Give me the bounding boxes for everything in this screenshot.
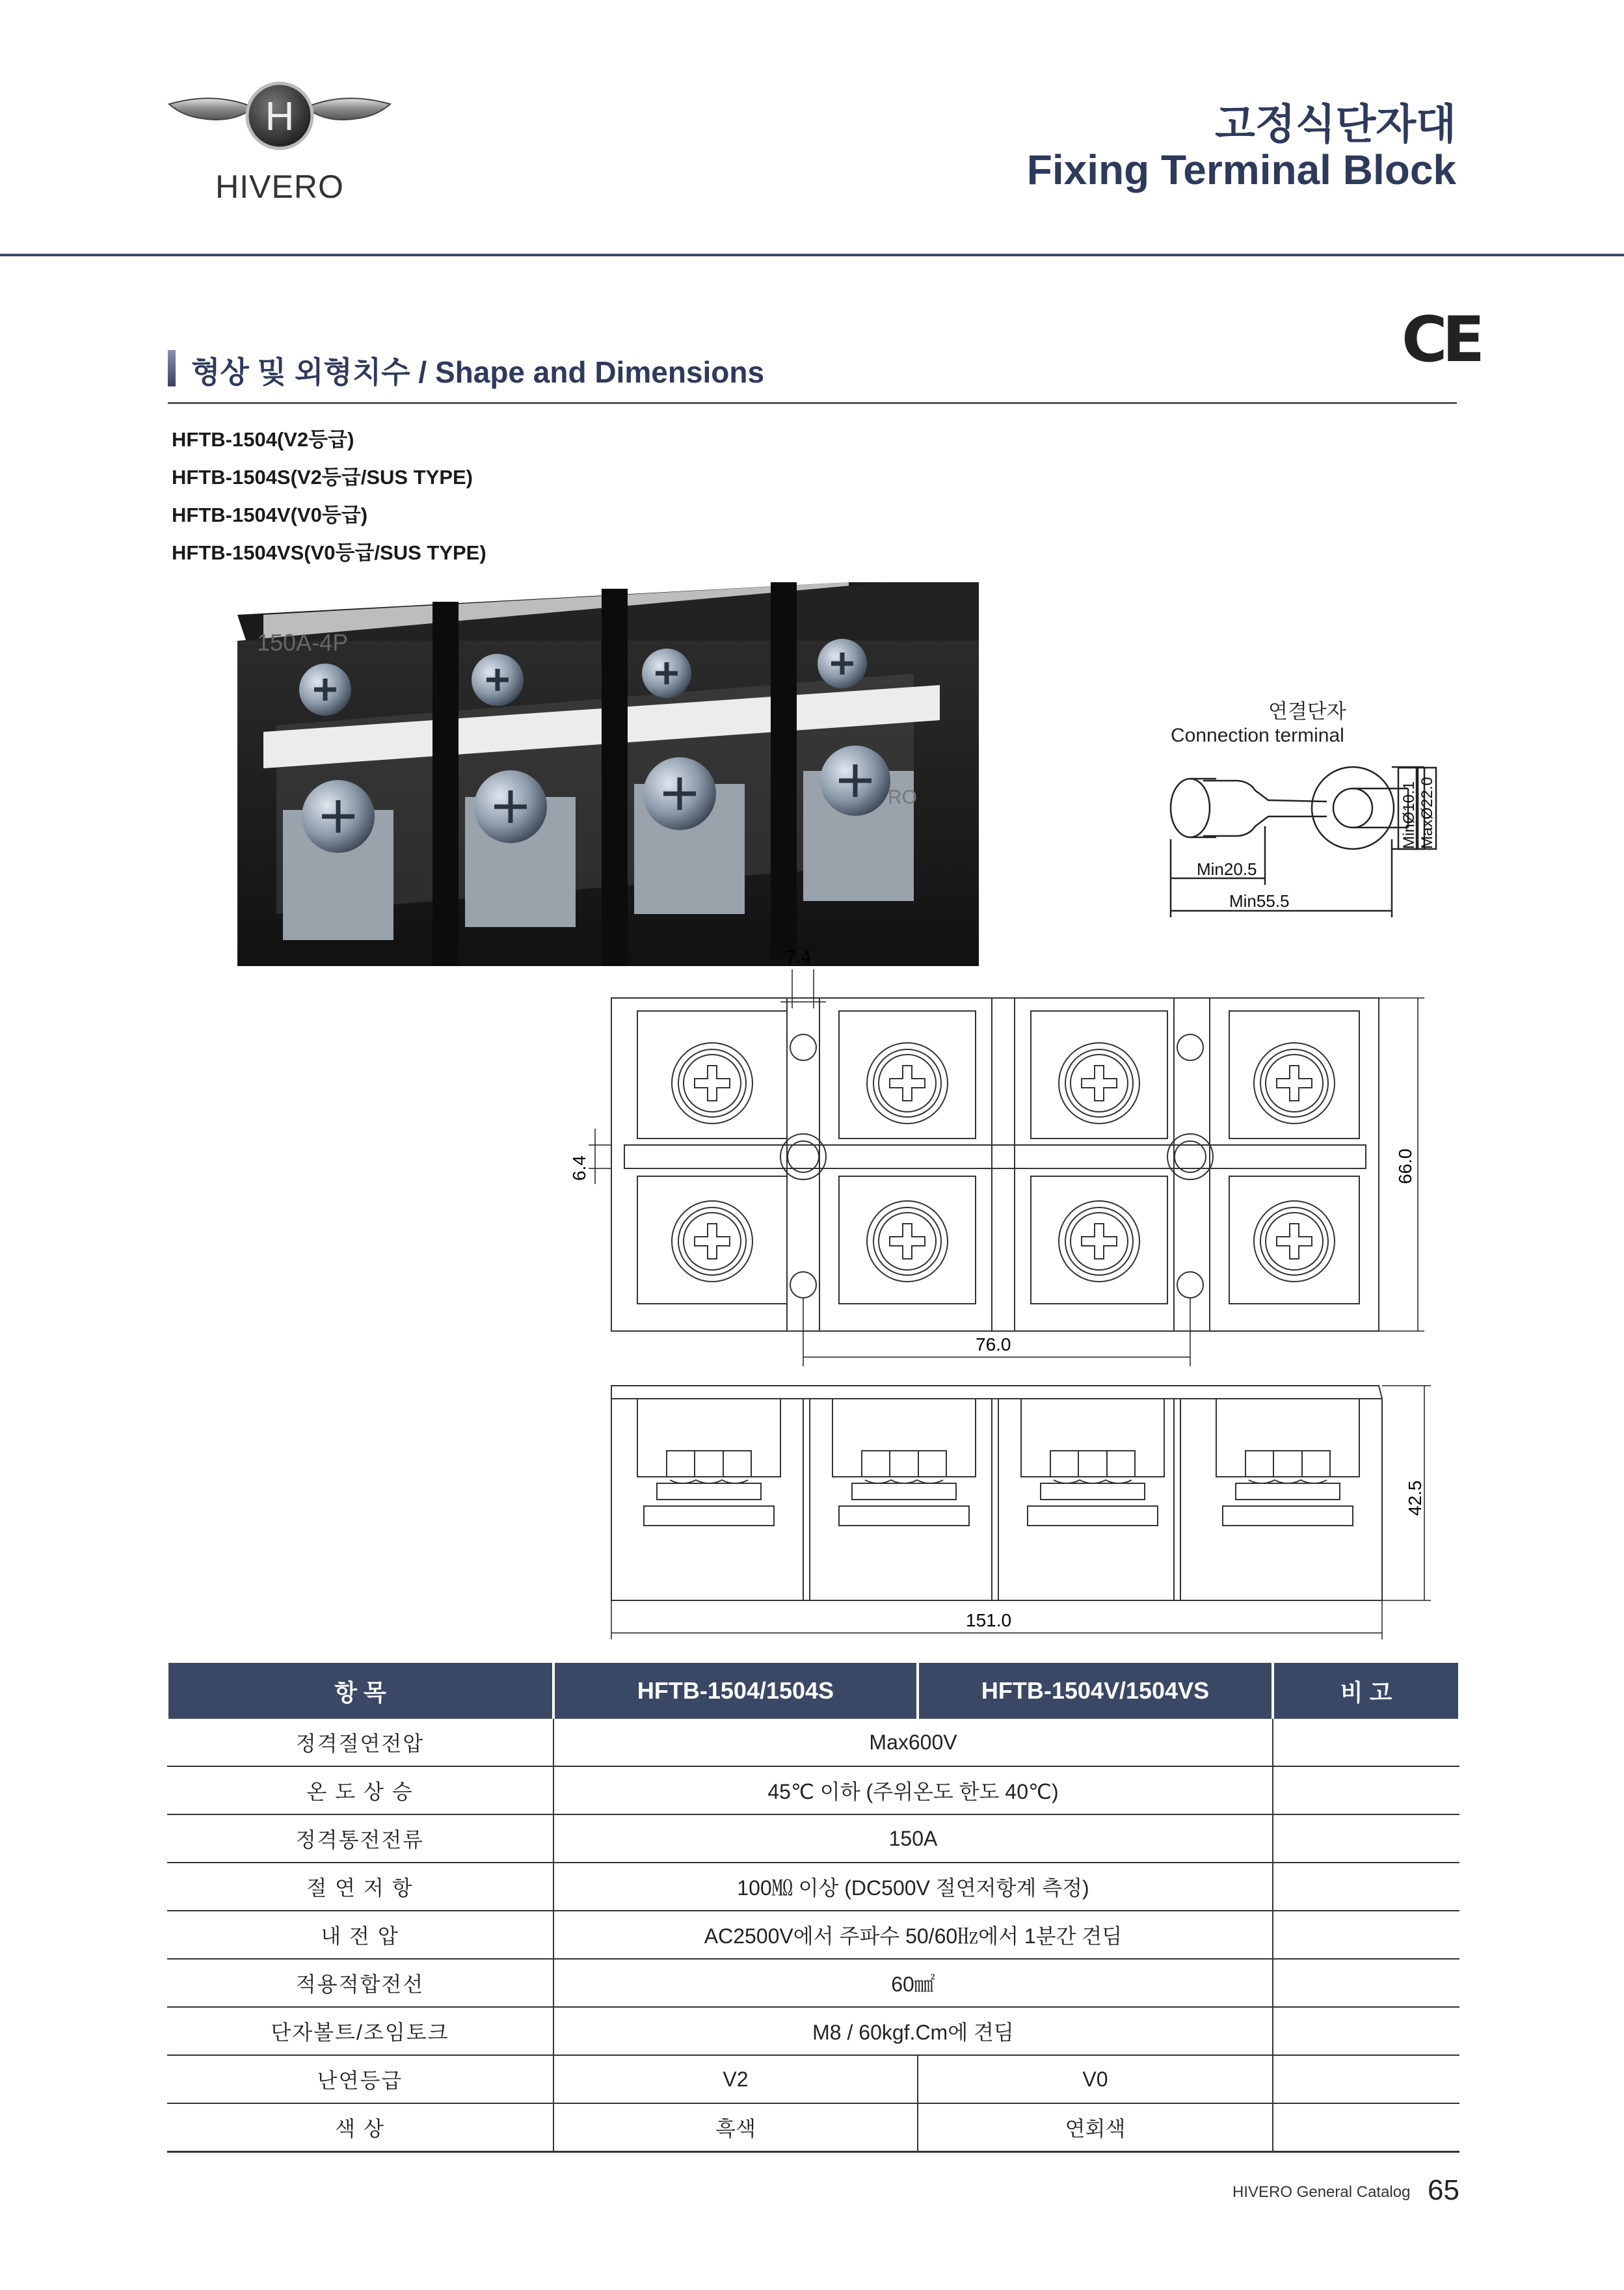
row-value-b: V0 <box>918 2055 1273 2103</box>
table-row <box>167 1814 1459 1863</box>
row-note <box>1273 1911 1459 1959</box>
row-note <box>1273 2103 1459 2152</box>
dim-total-length: Min55.5 <box>1229 891 1290 911</box>
page-number: 65 <box>1428 2174 1459 2206</box>
row-item: 절 연 저 항 <box>167 1863 553 1911</box>
section-title: 형상 및 외형치수 / Shape and Dimensions <box>191 355 765 389</box>
table-header-row <box>167 1663 1459 1719</box>
block-marking: 150A-4P <box>257 629 349 656</box>
row-value: 45℃ 이하 (주위온도 한도 40℃) <box>553 1766 1273 1814</box>
dim-length: 151.0 <box>966 1610 1012 1630</box>
header-model-v2: HFTB-1504/1504S <box>553 1663 918 1719</box>
row-note <box>1273 1959 1459 2007</box>
dim-pitch: 76.0 <box>976 1334 1011 1354</box>
footer-catalog-name: HIVERO General Catalog <box>1232 2183 1411 2201</box>
table-row <box>167 1719 1459 1766</box>
header-item: 항 목 <box>167 1663 553 1719</box>
block-marking-right: RO <box>888 787 917 808</box>
row-value-a: 흑색 <box>553 2103 918 2152</box>
product-photo <box>237 576 979 973</box>
brand-name: HIVERO <box>215 168 344 205</box>
row-item: 적용적합전선 <box>167 1959 553 2007</box>
ce-certification-mark: CE <box>1402 303 1480 376</box>
row-item: 단자볼트/조임토크 <box>167 2007 553 2055</box>
row-value: 150A <box>553 1814 1273 1863</box>
model-line: HFTB-1504V(V0등급) <box>172 504 368 526</box>
header-model-v0: HFTB-1504V/1504VS <box>918 1663 1273 1719</box>
row-item: 정격절연전압 <box>167 1719 553 1766</box>
spec-table <box>166 1663 1461 2153</box>
table-row <box>167 2007 1459 2055</box>
row-value: AC2500V에서 주파수 50/60㎐에서 1분간 견딤 <box>553 1911 1273 1959</box>
dim-min-length: Min20.5 <box>1197 859 1257 879</box>
dim-side-height: 42.5 <box>1405 1480 1425 1516</box>
connection-terminal-title-ko: 연결단자 <box>1268 700 1346 723</box>
row-value-a: V2 <box>553 2055 918 2103</box>
table-row <box>167 1959 1459 2007</box>
side-view-drawing <box>585 1366 1450 1652</box>
table-row <box>167 1863 1459 1911</box>
brand-letter: H <box>265 94 295 139</box>
row-value: Max600V <box>553 1719 1273 1766</box>
model-line: HFTB-1504(V2등급) <box>172 428 354 451</box>
row-value-b: 연회색 <box>918 2103 1273 2152</box>
table-row <box>167 1911 1459 1959</box>
top-view-drawing <box>559 943 1444 1366</box>
dim-pitch-small: 7.4 <box>786 947 811 967</box>
section-divider <box>168 402 1457 404</box>
header-note: 비 고 <box>1273 1663 1459 1719</box>
row-note <box>1273 2055 1459 2103</box>
row-value: 60㎟ <box>553 1959 1273 2007</box>
table-row <box>167 2055 1459 2103</box>
row-note <box>1273 1814 1459 1863</box>
model-line: HFTB-1504S(V2등급/SUS TYPE) <box>172 466 473 489</box>
header-divider <box>0 254 1624 256</box>
connection-terminal-title-en: Connection terminal <box>1171 725 1344 746</box>
row-item: 난연등급 <box>167 2055 553 2103</box>
row-note <box>1273 1719 1459 1766</box>
row-value: M8 / 60kgf.Cm에 견딤 <box>553 2007 1273 2055</box>
row-note <box>1273 2007 1459 2055</box>
dim-bar-height: 6.4 <box>569 1155 589 1181</box>
page-title-english: Fixing Terminal Block <box>1026 146 1456 193</box>
table-row <box>167 1766 1459 1814</box>
row-value: 100㏁ 이상 (DC500V 절연저항계 측정) <box>553 1863 1273 1911</box>
row-item: 내 전 압 <box>167 1911 553 1959</box>
row-note <box>1273 1766 1459 1814</box>
row-note <box>1273 1863 1459 1911</box>
dim-width: MaxØ22.0 <box>1418 777 1436 849</box>
dim-hole: MinØ10.1 <box>1400 781 1418 849</box>
page-title-korean: 고정식단자대 <box>1215 101 1456 148</box>
model-line: HFTB-1504VS(V0등급/SUS TYPE) <box>172 541 486 564</box>
connection-terminal-drawing <box>1158 761 1437 924</box>
row-item: 색 상 <box>167 2103 553 2152</box>
section-marker <box>168 350 176 386</box>
row-item: 온 도 상 승 <box>167 1766 553 1814</box>
dim-height: 66.0 <box>1395 1148 1415 1184</box>
table-row <box>167 2103 1459 2152</box>
row-item: 정격통전전류 <box>167 1814 553 1863</box>
